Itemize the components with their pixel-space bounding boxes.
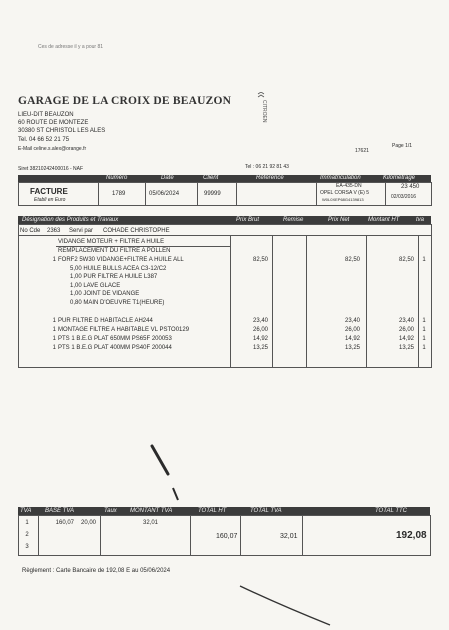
label-montant-ht: Montant HT <box>368 217 400 223</box>
facture-immat: EA-435-DN <box>336 183 362 189</box>
garage-addr2: 60 ROUTE DE MONTEZE <box>18 120 89 126</box>
label-reference: Référence <box>256 175 284 181</box>
tva-row-base: 160,07 <box>55 520 74 526</box>
facture-km: 23 450 <box>401 184 420 190</box>
line-prix-net: 14,92 <box>344 336 360 342</box>
line-desc: PTS 1 B.E.G PLAT 650MM PS65F 200053 <box>58 336 172 342</box>
line-prix-net: 82,50 <box>344 257 360 263</box>
line-montant-ht: 26,00 <box>398 327 414 333</box>
garage-tel: Tel. 04 66 52 21 75 <box>18 137 70 143</box>
total-ht-value: 160,07 <box>216 533 238 540</box>
line-desc: 0,80 MAIN D'OEUVRE T1(HEURE) <box>70 300 165 306</box>
line-prix-net: 26,00 <box>344 327 360 333</box>
facture-date: 05/06/2024 <box>149 191 180 197</box>
label-date: Date <box>161 175 174 181</box>
line-prix-net: 23,40 <box>344 318 360 324</box>
line-tva: 1 <box>422 345 426 351</box>
total-tva-value: 32,01 <box>280 533 298 540</box>
label-total-ttc: TOTAL TTC <box>375 508 408 514</box>
label-taux: Taux <box>104 508 117 514</box>
order-number: 2363 <box>47 228 61 234</box>
line-qty: 1 <box>52 257 56 263</box>
line-tva: 1 <box>422 327 426 333</box>
label-prix-net: Prix Net <box>328 217 350 223</box>
line-montant-ht: 14,92 <box>398 336 414 342</box>
label-total-tva: TOTAL TVA <box>250 508 282 514</box>
label-prix-brut: Prix Brut <box>236 217 260 223</box>
label-total-ht: TOTAL HT <box>198 508 227 514</box>
label-immat: Immatriculation <box>320 175 361 181</box>
page-number: Page 1/1 <box>392 143 413 149</box>
line-desc: MONTAGE FILTRE A HABITABLE VL PSTO0129 <box>58 327 190 333</box>
invoice-header-band <box>18 175 431 182</box>
tva-row-number: 1 <box>25 520 29 526</box>
label-montant-tva: MONTANT TVA <box>130 508 173 514</box>
served-label: Servi par <box>69 228 94 234</box>
tva-row-number: 3 <box>25 544 29 550</box>
line-tva: 1 <box>422 318 426 324</box>
label-tva: tva <box>416 217 425 223</box>
line-desc: PUR FILTRE D HABITACLE AH244 <box>58 318 153 324</box>
line-desc: 5,00 HUILE BULLS ACEA C3-12/C2 <box>70 266 167 272</box>
line-prix-brut: 82,50 <box>252 257 268 263</box>
line-montant-ht: 82,50 <box>398 257 414 263</box>
line-qty: 1 <box>52 345 56 351</box>
line-desc: FORF2 5W30 VIDANGE+FILTRE A HUILE ALL <box>58 257 184 263</box>
served-by: COHADE CHRISTOPHE <box>103 228 170 234</box>
line-desc: 1,00 JOINT DE VIDANGE <box>70 291 140 297</box>
line-prix-brut: 14,92 <box>252 336 268 342</box>
line-tva: 1 <box>422 336 426 342</box>
line-montant-ht: 23,40 <box>398 318 414 324</box>
line-qty: 1 <box>52 336 56 342</box>
label-km: Kilométrage <box>383 175 416 181</box>
line-qty: 1 <box>52 327 56 333</box>
facture-numero: 1789 <box>112 191 126 197</box>
label-client: Client <box>203 175 219 181</box>
citroen-logo <box>255 92 267 132</box>
facture-title: FACTURE <box>30 187 68 196</box>
scan-marks <box>140 440 340 630</box>
line-desc: PTS 1 B.E.G PLAT 400MM PS40F 200044 <box>58 345 172 351</box>
facture-vehicle: OPEL CORSA V (E) 5 <box>320 190 369 196</box>
facture-client: 99999 <box>204 191 221 197</box>
line-prix-net: 13,25 <box>344 345 360 351</box>
tva-row-taux: 20,00 <box>80 520 96 526</box>
garage-email: E-Mail celine.s.alex@orange.fr <box>18 146 87 152</box>
line-prix-brut: 23,40 <box>252 318 268 324</box>
label-numero: Numéro <box>106 175 128 181</box>
line-desc: 1,00 LAVE GLACE <box>70 283 121 289</box>
logo-text: CITROËN <box>261 100 267 123</box>
label-totals-tva: TVA <box>20 508 32 514</box>
label-designation: Désignation des Produits et Travaux <box>22 217 119 223</box>
line-desc: VIDANGE MOTEUR + FILTRE A HUILE <box>58 239 165 245</box>
siret: Siret 38210242400016 - NAF <box>18 166 84 172</box>
tva-row-number: 2 <box>25 532 29 538</box>
label-base-tva: BASE TVA <box>45 508 75 514</box>
line-qty: 1 <box>52 318 56 324</box>
invoice-header-box <box>18 182 432 206</box>
garage-tel2: Tel : 06 21 92 81 43 <box>245 164 289 170</box>
top-note: Ces de adresse il y a pour 81 <box>38 44 104 50</box>
line-montant-ht: 13,25 <box>398 345 414 351</box>
table-header-band <box>18 216 431 224</box>
line-prix-brut: 26,00 <box>252 327 268 333</box>
facture-vin: W0L0XEP68G4139813 <box>322 197 364 202</box>
line-desc: REMPLACEMENT DU FILTRE A POLLEN <box>58 248 171 254</box>
line-tva: 1 <box>422 257 426 263</box>
line-desc: 1,00 PUR FILTRE A HUILE L387 <box>70 274 158 280</box>
facture-date-mec: 02/03/2016 <box>391 194 417 200</box>
order-label: No Cde <box>20 228 41 234</box>
reglement: Règlement : Carte Bancaire de 192,08 E au 05/06/2024 <box>22 568 171 574</box>
garage-addr1: LIEU-DIT BEAUZON <box>18 112 74 118</box>
garage-name: GARAGE DE LA CROIX DE BEAUZON <box>18 95 232 107</box>
total-ttc-value: 192,08 <box>396 530 427 541</box>
line-prix-brut: 13,25 <box>252 345 268 351</box>
facture-subtitle: Etabli en Euro <box>34 197 66 203</box>
doc-ref: 17621 <box>355 148 369 154</box>
tva-row-montant: 32,01 <box>142 520 158 526</box>
garage-addr3: 30380 ST CHRISTOL LES ALES <box>18 128 106 134</box>
label-remise: Remise <box>283 217 304 223</box>
